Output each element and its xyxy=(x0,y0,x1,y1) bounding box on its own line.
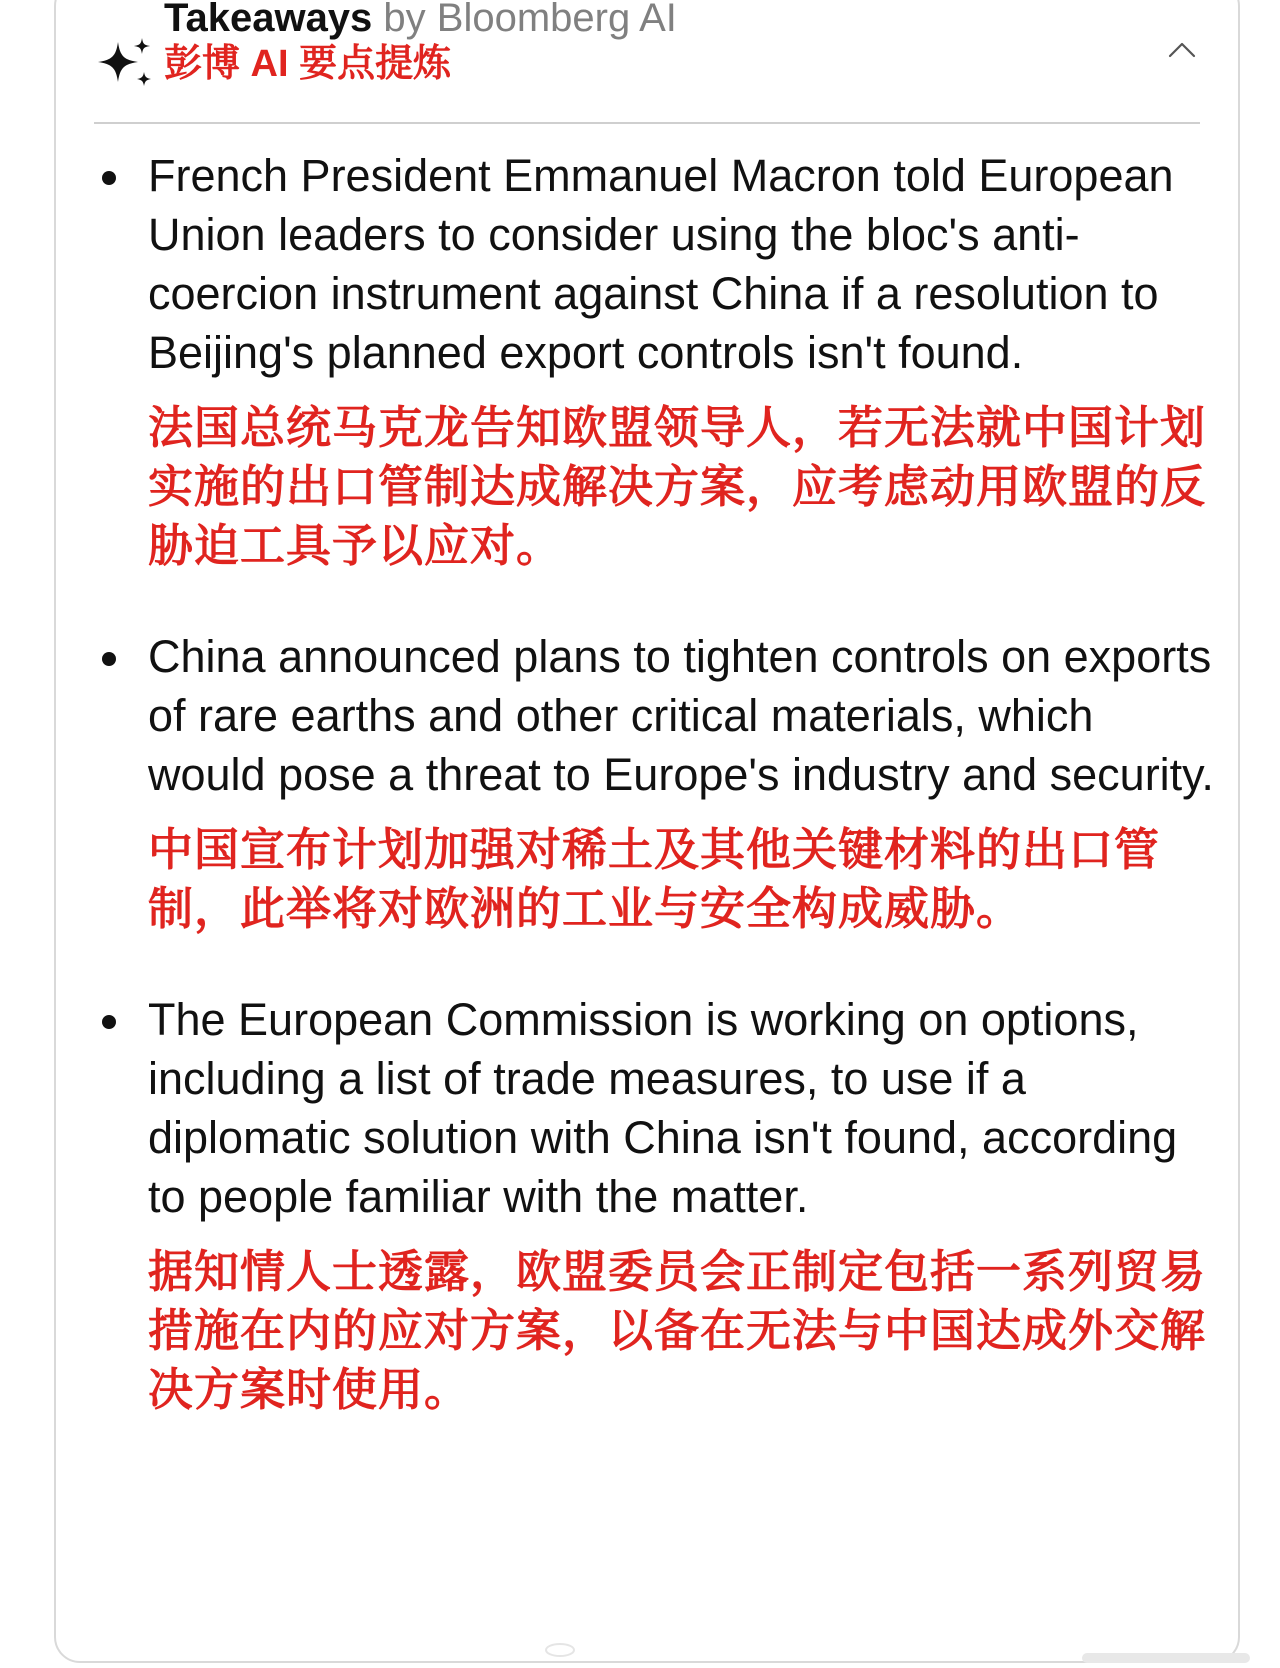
title-byline: by Bloomberg AI xyxy=(372,0,677,40)
title-takeaways: Takeaways xyxy=(164,0,373,40)
takeaway-chinese: 据知情人士透露，欧盟委员会正制定包括一系列贸易措施在内的应对方案，以备在无法与中国达成外交解决方案时使用。 xyxy=(148,1246,1207,1415)
takeaway-chinese: 法国总统马克龙告知欧盟领导人，若无法就中国计划实施的出口管制达成解决方案，应考虑动用欧盟的反胁迫工具予以应对。 xyxy=(148,402,1207,571)
chevron-up-icon[interactable] xyxy=(1162,30,1202,70)
takeaway-chinese: 中国宣布计划加强对稀土及其他关键材料的出口管制，此举将对欧洲的工业与安全构成威胁。 xyxy=(148,824,1161,934)
watermark-icon xyxy=(540,1638,580,1658)
takeaways-list xyxy=(92,146,1218,1419)
bullet-dot xyxy=(102,171,116,185)
takeaway-item xyxy=(92,627,1218,938)
sparkle-icon xyxy=(94,34,158,98)
header-title xyxy=(164,0,677,38)
takeaway-english: The European Commission is working on options, including a list of trade measures, to use if a diplomatic solution with China isn't found, according to people familiar with the matter. xyxy=(148,994,1178,1222)
takeaway-english: French President Emmanuel Macron told European Union leaders to consider using the bloc's anti-coercion instrument against China if a resolution to Beijing's planned export controls isn't found. xyxy=(148,150,1174,378)
subtitle-chinese: 彭博 AI 要点提炼 xyxy=(164,43,452,85)
takeaway-item xyxy=(92,146,1218,575)
header-divider xyxy=(94,122,1200,124)
home-indicator xyxy=(1082,1653,1250,1663)
bullet-dot xyxy=(102,652,116,666)
takeaways-card xyxy=(54,0,1240,1663)
bullet-dot xyxy=(102,1015,116,1029)
takeaway-item xyxy=(92,990,1218,1419)
takeaways-header xyxy=(56,0,1238,124)
takeaway-english: China announced plans to tighten controls on exports of rare earths and other critical materials, which would pose a threat to Europe's industry and security. xyxy=(148,631,1214,800)
